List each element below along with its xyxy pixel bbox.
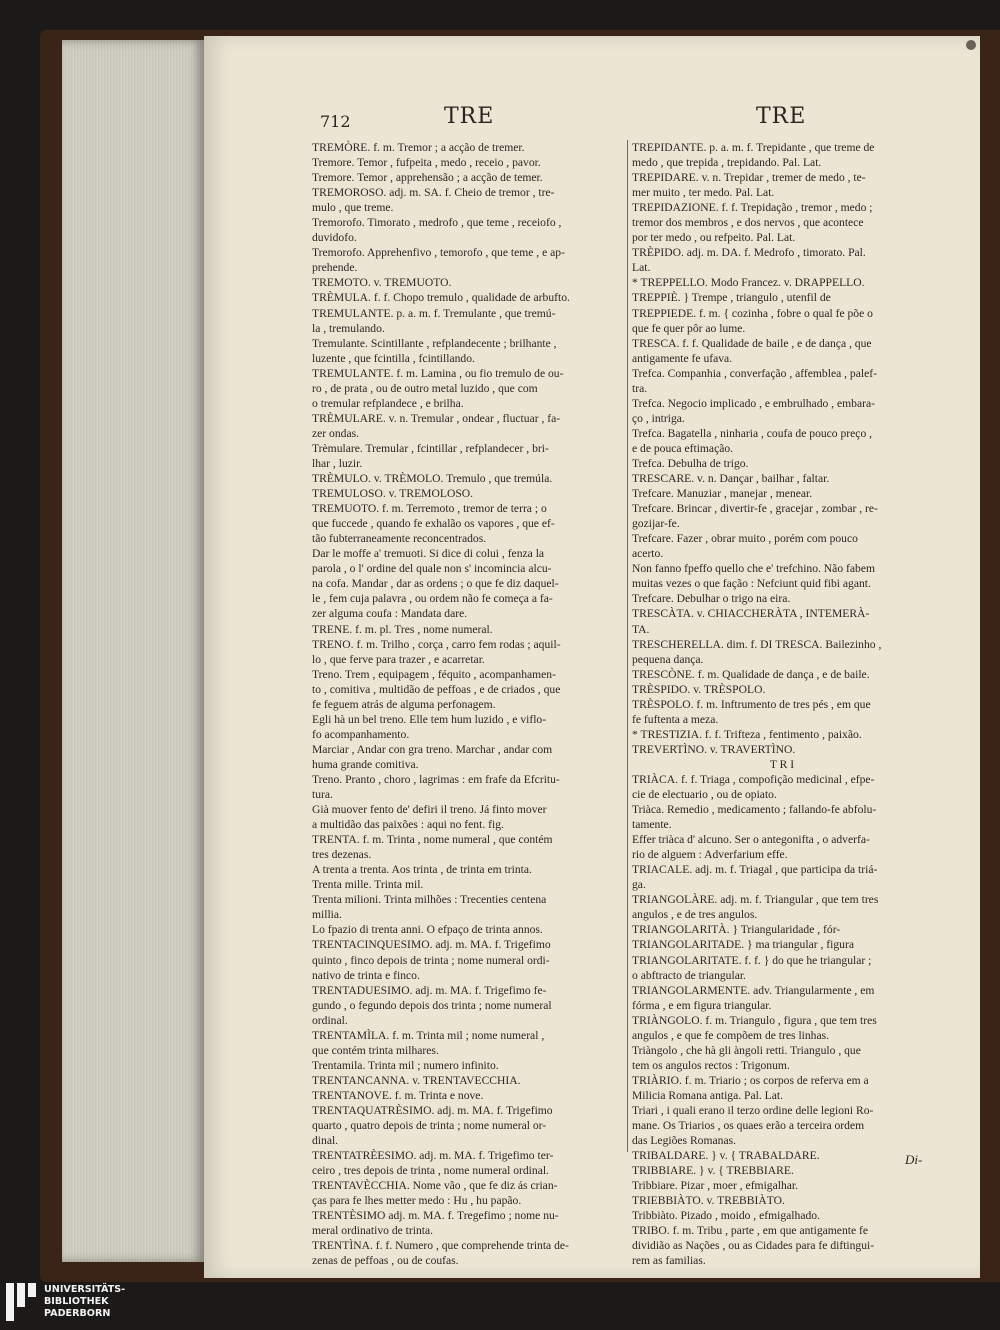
text-line: TREPPIÈ. } Trempe , triangulo , utenfil de <box>632 291 831 305</box>
text-line: tura. <box>312 788 333 802</box>
text-line: antigamente fe ufava. <box>632 351 733 365</box>
text-line: TRESCÒNE. f. m. Qualidade de dança , e de baile. <box>632 667 870 681</box>
text-line: Triàngolo , che hà gli àngoli retti. Triangulo , que <box>632 1043 861 1057</box>
text-line: huma grande comitiva. <box>312 757 419 771</box>
text-line: Egli hà un bel treno. Elle tem hum luzido , e viflo- <box>312 712 547 726</box>
text-line: T R I <box>769 757 795 771</box>
text-line: Effer triàca d' alcuno. Ser o antegonifta , o adverfa- <box>632 833 870 847</box>
text-line: ordinal. <box>312 1013 348 1027</box>
text-line: Trefca. Companhia , converfação , affemblea , palef- <box>632 366 877 380</box>
text-line: meral ordinativo de trinta. <box>312 1224 434 1238</box>
text-line: TRENTAMÌLA. f. m. Trinta mil ; nome numeral , <box>312 1028 545 1042</box>
text-line: TRIANGOLARITADE. } ma triangular , figura <box>632 938 854 952</box>
text-line: TREMÒRE. f. m. Tremor ; a acção de tremer. <box>312 141 525 154</box>
text-line: TREMOROSO. adj. m. SA. f. Cheio de tremor , tre- <box>312 186 555 200</box>
right-column <box>632 140 932 1269</box>
page-number: 712 <box>320 112 351 131</box>
text-line: TREMUOTO. f. m. Terremoto , tremor de terra ; o <box>312 502 547 516</box>
text-line: TRENTANOVE. f. m. Trinta e nove. <box>312 1088 484 1102</box>
text-line: Lat. <box>632 261 651 275</box>
text-line: TREMULANTE. f. m. Lamina , ou fio tremulo de ou- <box>312 366 564 380</box>
running-head-left: TRE <box>444 104 495 129</box>
text-line: TRENTÈSIMO adj. m. MA. f. Tregefimo ; nome nu- <box>312 1209 559 1223</box>
text-line: Trefcare. Fazer , obrar muito , porém com pouco <box>632 532 858 546</box>
text-line: luzente , que fcintilla , fcintillando. <box>312 351 475 365</box>
text-line: TRENTAQUATRÈSIMO. adj. m. MA. f. Trigefimo <box>312 1104 553 1117</box>
text-line: TRÈMULARE. v. n. Tremular , ondear , fluctuar , fa- <box>312 411 561 425</box>
text-line: o abftracto de triangular. <box>632 968 746 982</box>
text-line: TRENTADUESIMO. adj. m. MA. f. Trigefimo fe- <box>312 983 547 997</box>
text-line: Trefca. Debulha de trigo. <box>632 456 749 470</box>
text-line: angulos , e que fe compõem de tres linhas. <box>632 1028 830 1042</box>
text-line: tremor dos membros , e dos nervos , que acontece <box>632 216 864 230</box>
text-line: prehende. <box>312 261 358 275</box>
text-line: e de pouca eftimação. <box>632 441 734 455</box>
text-line: TREVERTÌNO. v. TRAVERTÌNO. <box>632 742 796 756</box>
text-line: le , fem cuja palavra , ou ordem não fe começa a fa- <box>312 592 553 606</box>
text-line: Treno. Pranto , choro , lagrimas : em frafe da Efcritu- <box>312 772 560 786</box>
text-line: la , tremulando. <box>312 321 385 335</box>
text-line: TRIANGOLARMENTE. adv. Triangularmente , em <box>632 983 875 997</box>
text-line: Triari , i quali erano il terzo ordine delle legioni Ro- <box>632 1104 874 1117</box>
text-line: millia. <box>312 908 342 922</box>
text-line: dinal. <box>312 1134 339 1148</box>
binding-mark <box>966 40 976 50</box>
text-line: rio de alguem : Adverfarium effe. <box>632 848 788 862</box>
text-line: das Legiões Romanas. <box>632 1134 736 1148</box>
text-line: Tribbiare. Pizar , moer , efmigalhar. <box>632 1179 799 1193</box>
logo-line: UNIVERSITÄTS- <box>44 1284 126 1295</box>
text-line: Trèmulare. Tremular , fcintillar , refplandecer , bri- <box>312 441 549 455</box>
library-logo <box>4 1280 154 1326</box>
text-line: fórma , e em figura triangular. <box>632 998 772 1012</box>
text-line: Dar le moffe a' tremuoti. Si dice di colui , fenza la <box>312 547 545 561</box>
text-line: Tremorofo. Timorato , medrofo , que teme , receiofo , <box>312 216 562 230</box>
text-line: TREPIDANTE. p. a. m. f. Trepidante , que treme de <box>632 141 875 154</box>
text-line: medo , que trepida , trepidando. Pal. Lat. <box>632 156 822 170</box>
text-line: TRENTAVÈCCHIA. Nome vão , que fe diz ás crian- <box>312 1179 558 1193</box>
text-line: Trenta mille. Trinta mil. <box>312 878 424 892</box>
library-logo-icon <box>6 1283 36 1321</box>
text-line: Lo fpazio di trenta anni. O efpaço de trinta annos. <box>312 923 543 937</box>
text-line: ças para fe lhes metter medo : Hu , hu papão. <box>312 1194 522 1208</box>
running-head-right: TRE <box>756 104 807 129</box>
text-line: Trefcare. Debulhar o trigo na eira. <box>632 592 791 606</box>
text-line: TRESCARE. v. n. Dançar , bailhar , faltar. <box>632 472 830 486</box>
text-line: tres dezenas. <box>312 848 372 862</box>
text-line: TRIANGOLARITATE. f. f. } do que he triangular ; <box>632 953 872 967</box>
text-line: TREPIDAZIONE. f. f. Trepidação , tremor , medo ; <box>632 201 873 215</box>
text-line: TREMULOSO. v. TREMOLOSO. <box>312 487 474 501</box>
text-line: * TRESTIZIA. f. f. Trifteza , fentimento , paixão. <box>632 727 862 741</box>
text-line: TRENTÌNA. f. f. Numero , que comprehende trinta de- <box>312 1239 569 1253</box>
text-line: Tremulante. Scintillante , refplandecente ; brilhante , <box>312 336 557 350</box>
text-line: TRIÀRIO. f. m. Triario ; os corpos de referva em a <box>632 1073 869 1087</box>
text-line: acerto. <box>632 547 664 561</box>
text-line: Marciar , Andar con gra treno. Marchar , andar com <box>312 742 553 756</box>
left-column <box>312 140 624 1269</box>
text-line: TRIEBBIÀTO. v. TREBBIÀTO. <box>632 1194 785 1208</box>
text-line: TRENE. f. m. pl. Tres , nome numeral. <box>312 622 493 636</box>
text-line: tem os angulos rectos : Trigonum. <box>632 1058 790 1072</box>
text-line: A trenta a trenta. Aos trinta , de trinta em trinta. <box>312 863 532 877</box>
text-line: TRENTACINQUESIMO. adj. m. MA. f. Trigefimo <box>312 938 551 952</box>
text-line: TRIBALDARE. } v. { TRABALDARE. <box>632 1149 820 1163</box>
text-line: mane. Os Triarios , os quaes erão a terceira ordem <box>632 1119 865 1133</box>
text-line: TRIANGOLARITÀ. } Triangularidade , fór- <box>632 923 841 937</box>
text-line: que fe quer pôr ao lume. <box>632 321 746 335</box>
text-line: TREPIDARE. v. n. Trepidar , tremer de medo , te- <box>632 171 866 185</box>
text-line: TRIANGOLÀRE. adj. m. f. Triangular , que tem tres <box>632 893 879 907</box>
text-line: TRIBO. f. m. Tribu , parte , em que antigamente fe <box>632 1224 869 1238</box>
text-line: pequena dança. <box>632 652 704 666</box>
text-line: TRÈPIDO. adj. m. DA. f. Medrofo , timorato. Pal. <box>632 246 866 260</box>
text-line: Trenta milioni. Trinta milhões : Trecenties centena <box>312 893 547 907</box>
text-line: ga. <box>632 878 646 892</box>
text-line: ro , de prata , ou de outro metal luzido , que com <box>312 381 538 395</box>
text-line: Trefcare. Manuziar , manejar , menear. <box>632 487 813 501</box>
text-line: zer alguma coufa : Mandata dare. <box>312 607 468 621</box>
text-line: TRESCA. f. f. Qualidade de baile , e de dança , que <box>632 336 872 350</box>
text-line: to , comitiva , multidão de peffoas , e de criados , que <box>312 682 561 696</box>
text-line: TRENTA. f. m. Trinta , nome numeral , que contém <box>312 833 553 847</box>
text-line: Tremore. Temor , apprehensão ; a acção de temer. <box>312 171 543 185</box>
text-line: que contém trinta milhares. <box>312 1043 439 1057</box>
text-line: Triàca. Remedio , medicamento ; fallando-fe abfolu- <box>632 803 877 817</box>
text-line: dividião as Nações , ou as Cidades para fe diftingui- <box>632 1239 875 1253</box>
text-line: lhar , luzir. <box>312 456 363 470</box>
text-line: TRIBBIARE. } v. { TREBBIARE. <box>632 1164 794 1178</box>
text-line: TRÈMULA. f. f. Chopo tremulo , qualidade de arbufto. <box>312 291 570 305</box>
text-line: TA. <box>632 622 650 636</box>
text-line: Trefcare. Brincar , divertir-fe , gracejar , zombar , re- <box>632 502 878 516</box>
text-line: TREMULANTE. p. a. m. f. Tremulante , que tremú- <box>312 306 556 320</box>
text-line: nativo de trinta e finco. <box>312 968 420 982</box>
text-line: zenas de peffoas , ou de coufas. <box>312 1254 459 1268</box>
logo-line: PADERBORN <box>44 1308 111 1319</box>
text-line: quarto , quatro depois de trinta ; nome numeral or- <box>312 1119 547 1133</box>
text-line: gozijar-fe. <box>632 517 680 531</box>
text-line: Già muover fento de' defiri il treno. Já finto mover <box>312 803 547 817</box>
text-line: lo , que ferve para trazer , e acarretar. <box>312 652 485 666</box>
text-line: rem as familias. <box>632 1254 706 1268</box>
text-line: parola , o l' ordine del quale non s' incomincia alcu- <box>312 562 552 576</box>
text-line: TRIACALE. adj. m. f. Triagal , que participa da triá- <box>632 863 878 877</box>
text-line: ceiro , tres depois de trinta , nome numeral ordinal. <box>312 1164 549 1178</box>
text-line: a multidão das paixões : aqui no fent. fig. <box>312 818 504 832</box>
text-line: gundo , o fegundo depois dos trinta ; nome numeral <box>312 998 552 1012</box>
text-line: muitas vezes o que fação : Nefciunt quid fibi agant. <box>632 577 871 591</box>
text-line: * TREPPELLO. Modo Francez. v. DRAPPELLO. <box>632 276 865 290</box>
logo-line: BIBLIOTHEK <box>44 1296 109 1307</box>
text-line: Non fanno fpeffo quello che e' trefchino. Não fabem <box>632 562 875 576</box>
text-line: fo acompanhamento. <box>312 727 410 741</box>
text-line: cie de electuario , ou de opiato. <box>632 788 777 802</box>
text-line: Tribbiàto. Pizado , moido , efmigalhado. <box>632 1209 820 1223</box>
text-line: que fuccede , quando fe exhalão os vapores , que ef- <box>312 517 555 531</box>
text-line: tra. <box>632 381 648 395</box>
text-line: TRÈSPIDO. v. TRÈSPOLO. <box>632 682 766 696</box>
library-logo-text <box>44 1284 125 1320</box>
text-line: TRÈSPOLO. f. m. Inftrumento de tres pés , em que <box>632 697 871 711</box>
text-line: angulos , e de tres angulos. <box>632 908 758 922</box>
text-line: TRESCÀTA. v. CHIACCHERÀTA , INTEMERÀ- <box>632 607 870 621</box>
text-line: Tremore. Temor , fufpeita , medo , receio , pavor. <box>312 156 541 170</box>
text-line: Milicia Romana antiga. Pal. Lat. <box>632 1088 784 1102</box>
text-line: TRENO. f. m. Trilho , corça , carro fem rodas ; aquil- <box>312 637 561 651</box>
text-line: zer ondas. <box>312 426 359 440</box>
text-line: Trefca. Negocio implicado , e embrulhado , embara- <box>632 396 875 410</box>
text-line: TRENTANCANNA. v. TRENTAVECCHIA. <box>312 1073 521 1087</box>
text-line: o tremular refplandece , e brilha. <box>312 396 464 410</box>
text-line: Treno. Trem , equipagem , féquito , acompanhamen- <box>312 667 556 681</box>
text-line: TRÈMULO. v. TRÈMOLO. Tremulo , que tremúla. <box>312 472 553 486</box>
column-rule <box>627 140 628 1152</box>
text-line: TRENTATRÈESIMO. adj. m. MA. f. Trigefimo ter- <box>312 1149 554 1163</box>
text-line: Tremorofo. Apprehenfivo , temorofo , que teme , e ap- <box>312 246 565 260</box>
text-line: mulo , que treme. <box>312 201 394 215</box>
text-line: fe feguem atrás de alguma perfonagem. <box>312 697 496 711</box>
text-line: na cofa. Mandar , dar as ordens ; o que fe diz daquel- <box>312 577 559 591</box>
text-line: quinto , finco depois de trinta ; nome numeral ordi- <box>312 953 550 967</box>
text-line: Trentamila. Trinta mil ; numero infinito. <box>312 1058 499 1072</box>
text-line: duvidofo. <box>312 231 357 245</box>
text-line: TREPPIEDE. f. m. { cozinha , fobre o qual fe põe o <box>632 306 873 320</box>
text-line: Trefca. Bagatella , ninharia , coufa de pouco preço , <box>632 426 873 440</box>
text-line: tamente. <box>632 818 672 832</box>
text-line: mer muito , ter medo. Pal. Lat. <box>632 186 775 200</box>
text-line: TRESCHERELLA. dim. f. DI TRESCA. Bailezinho , <box>632 637 882 651</box>
text-line: por ter medo , ou refpeito. Pal. Lat. <box>632 231 796 245</box>
text-line: fe fuftenta a meza. <box>632 712 719 726</box>
page-edges <box>62 40 204 1262</box>
text-line: TREMOTO. v. TREMUOTO. <box>312 276 452 290</box>
catchword: Di- <box>905 1152 923 1167</box>
text-line: TRIÀNGOLO. f. m. Triangulo , figura , que tem tres <box>632 1013 877 1027</box>
text-line: TRIÀCA. f. f. Triaga , compofição medicinal , efpe- <box>632 772 875 786</box>
text-line: tão fubterraneamente reconcentrados. <box>312 532 487 546</box>
text-line: ço , intriga. <box>632 411 685 425</box>
